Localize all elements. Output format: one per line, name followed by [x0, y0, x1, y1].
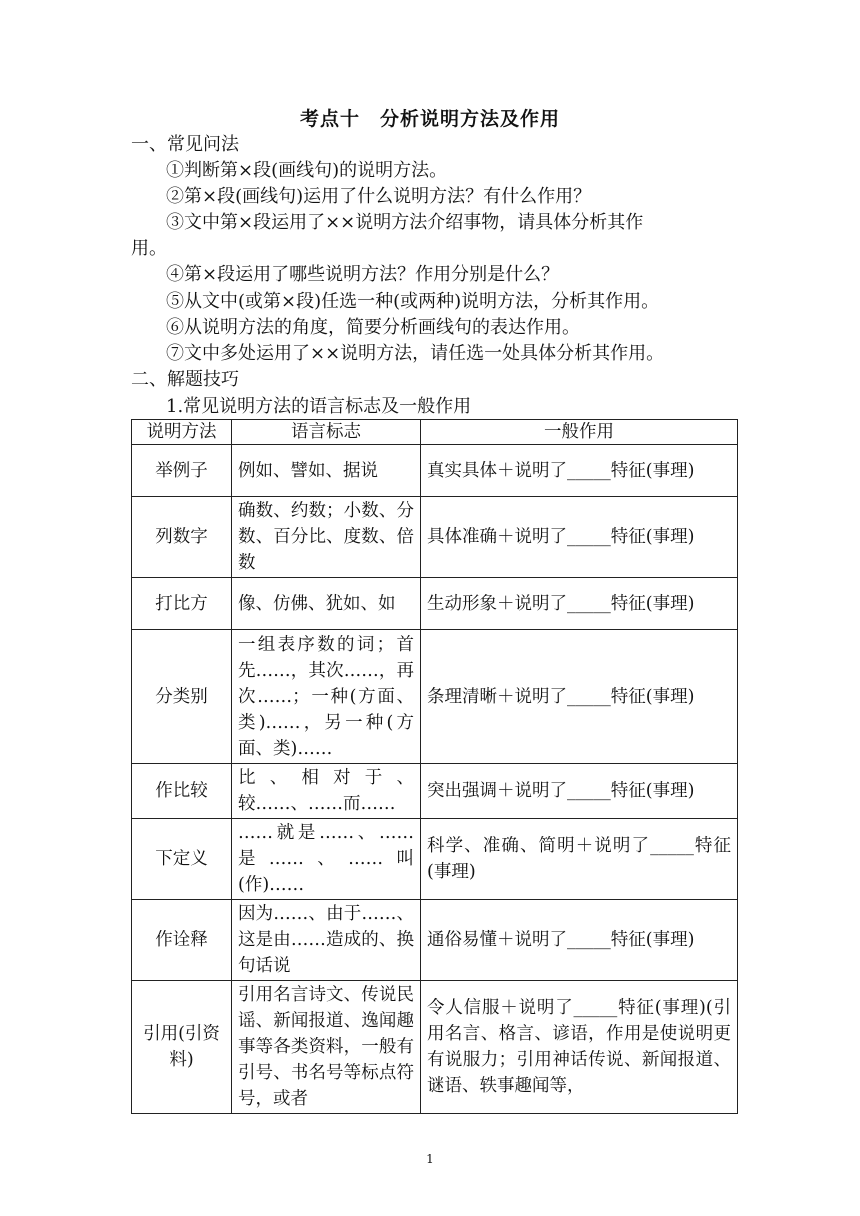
effect-cell: 令人信服＋说明了_____特征(事理)(引用名言、格言、谚语，作用是使说明更有说服力；引用神话传说、新闻报道、谜语、轶事趣闻等， — [421, 981, 738, 1114]
table-header-row — [132, 420, 738, 445]
table-row — [132, 578, 738, 630]
marker-cell: ……就是……、……是……、……叫(作)…… — [232, 819, 421, 900]
page-number: 1 — [426, 1152, 434, 1166]
question-2: ②第×段(画线句)运用了什么说明方法？有什么作用？ — [166, 186, 592, 207]
effect-cell: 科学、准确、简明＋说明了_____特征(事理) — [421, 819, 738, 900]
effect-cell: 条理清晰＋说明了_____特征(事理) — [421, 630, 738, 764]
method-cell: 列数字 — [132, 497, 232, 578]
method-cell: 打比方 — [132, 578, 232, 630]
marker-cell: 一组表序数的词；首先……，其次……，再次……；一种(方面、类)……，另一种(方面、类)…… — [232, 630, 421, 764]
marker-cell: 像、仿佛、犹如、如 — [232, 578, 421, 630]
table-row — [132, 630, 738, 764]
effect-cell: 通俗易懂＋说明了_____特征(事理) — [421, 900, 738, 981]
marker-cell: 比、相对于、较……、……而…… — [232, 764, 421, 819]
method-cell: 举例子 — [132, 445, 232, 497]
table-row — [132, 981, 738, 1114]
table-row — [132, 900, 738, 981]
question-4: ④第×段运用了哪些说明方法？作用分别是什么？ — [166, 264, 560, 285]
question-3-continued: 用。 — [131, 238, 167, 259]
effect-cell: 生动形象＋说明了_____特征(事理) — [421, 578, 738, 630]
question-3: ③文中第×段运用了××说明方法介绍事物，请具体分析其作 — [166, 212, 644, 233]
table-row — [132, 819, 738, 900]
method-cell: 引用(引资料) — [132, 981, 232, 1114]
marker-cell: 引用名言诗文、传说民谣、新闻报道、逸闻趣事等各类资料，一般有引号、书名号等标点符号，或者 — [232, 981, 421, 1114]
page-title: 考点十 分析说明方法及作用 — [299, 108, 560, 130]
question-5: ⑤从文中(或第×段)任选一种(或两种)说明方法，分析其作用。 — [166, 291, 660, 312]
methods-table — [131, 419, 738, 1114]
effect-cell: 具体准确＋说明了_____特征(事理) — [421, 497, 738, 578]
header-marker: 语言标志 — [232, 420, 421, 445]
method-cell: 作诠释 — [132, 900, 232, 981]
method-cell: 下定义 — [132, 819, 232, 900]
table-row — [132, 445, 738, 497]
question-6: ⑥从说明方法的角度，简要分析画线句的表达作用。 — [166, 317, 580, 338]
question-7: ⑦文中多处运用了××说明方法，请任选一处具体分析其作用。 — [166, 343, 665, 364]
header-effect: 一般作用 — [421, 420, 738, 445]
marker-cell: 确数、约数；小数、分数、百分比、度数、倍数 — [232, 497, 421, 578]
marker-cell: 例如、譬如、据说 — [232, 445, 421, 497]
marker-cell: 因为……、由于……、这是由……造成的、换句话说 — [232, 900, 421, 981]
section-heading-techniques: 二、解题技巧 — [131, 369, 239, 390]
subsection-title: 1.常见说明方法的语言标志及一般作用 — [166, 396, 472, 417]
table-row — [132, 764, 738, 819]
effect-cell: 真实具体＋说明了_____特征(事理) — [421, 445, 738, 497]
method-cell: 分类别 — [132, 630, 232, 764]
question-1: ①判断第×段(画线句)的说明方法。 — [166, 160, 448, 181]
effect-cell: 突出强调＋说明了_____特征(事理) — [421, 764, 738, 819]
section-heading-questions: 一、常见问法 — [131, 134, 239, 155]
method-cell: 作比较 — [132, 764, 232, 819]
table-row — [132, 497, 738, 578]
header-method: 说明方法 — [132, 420, 232, 445]
